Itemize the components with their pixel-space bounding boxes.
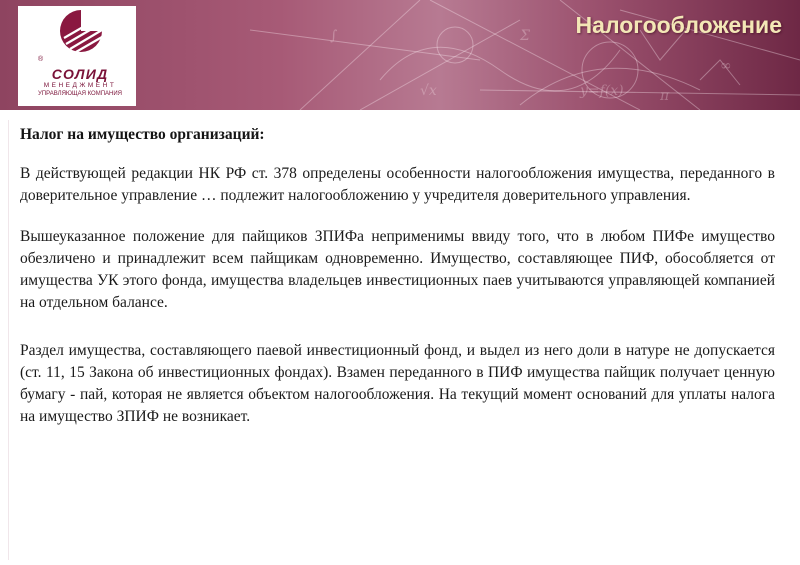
paragraph-3: Раздел имущества, составляющего паевой инвестиционный фонд, и выдел из него доли в натуре не допускается (ст. 11, 15 Закона об инвестиционных фондах). Взамен переданного в ПИФ имущества пайщик получает ценную бумагу - пай, которая не является объектом налогообложения. На текущий момент оснований для уплаты налога на имущество ЗПИФ не возникает. bbox=[20, 342, 775, 425]
slide-title: Налогообложение bbox=[575, 12, 782, 38]
svg-text:∫: ∫ bbox=[330, 28, 338, 44]
logo bbox=[18, 6, 136, 106]
svg-text:Σ: Σ bbox=[520, 28, 530, 44]
svg-text:∞: ∞ bbox=[720, 58, 732, 74]
logo-name: СОЛИД bbox=[51, 66, 109, 82]
divider bbox=[8, 120, 9, 560]
paragraph-2: Вышеуказанное положение для пайщиков ЗПИФа неприменимы ввиду того, что в любом ПИФе имущество обезличено и принадлежит всем пайщикам одновременно. Имущество, составляющее ПИФ, обособляется от имущества УК этого фонда, имущества владельцев инвестиционных паев учитываются управляющей компанией на отдельном балансе. bbox=[20, 228, 775, 311]
paragraph-1: В действующей редакции НК РФ ст. 378 определены особенности налогообложения имущества, переданного в доверительное управление … подлежит налогообложению у учредителя доверительного управления. bbox=[20, 165, 775, 204]
logo-subtitle: МЕНЕДЖМЕНТ bbox=[43, 82, 117, 89]
registered-mark: ® bbox=[38, 56, 44, 63]
svg-text:√x: √x bbox=[420, 83, 437, 99]
svg-text:π: π bbox=[660, 88, 670, 104]
solid-logo-icon bbox=[58, 8, 104, 54]
svg-text:y=f(x): y=f(x) bbox=[580, 83, 624, 99]
slide-content bbox=[20, 118, 775, 428]
header-banner bbox=[0, 0, 800, 110]
section-heading: Налог на имущество организаций: bbox=[20, 126, 265, 143]
logo-tagline: УПРАВЛЯЮЩАЯ КОМПАНИЯ bbox=[37, 91, 122, 97]
